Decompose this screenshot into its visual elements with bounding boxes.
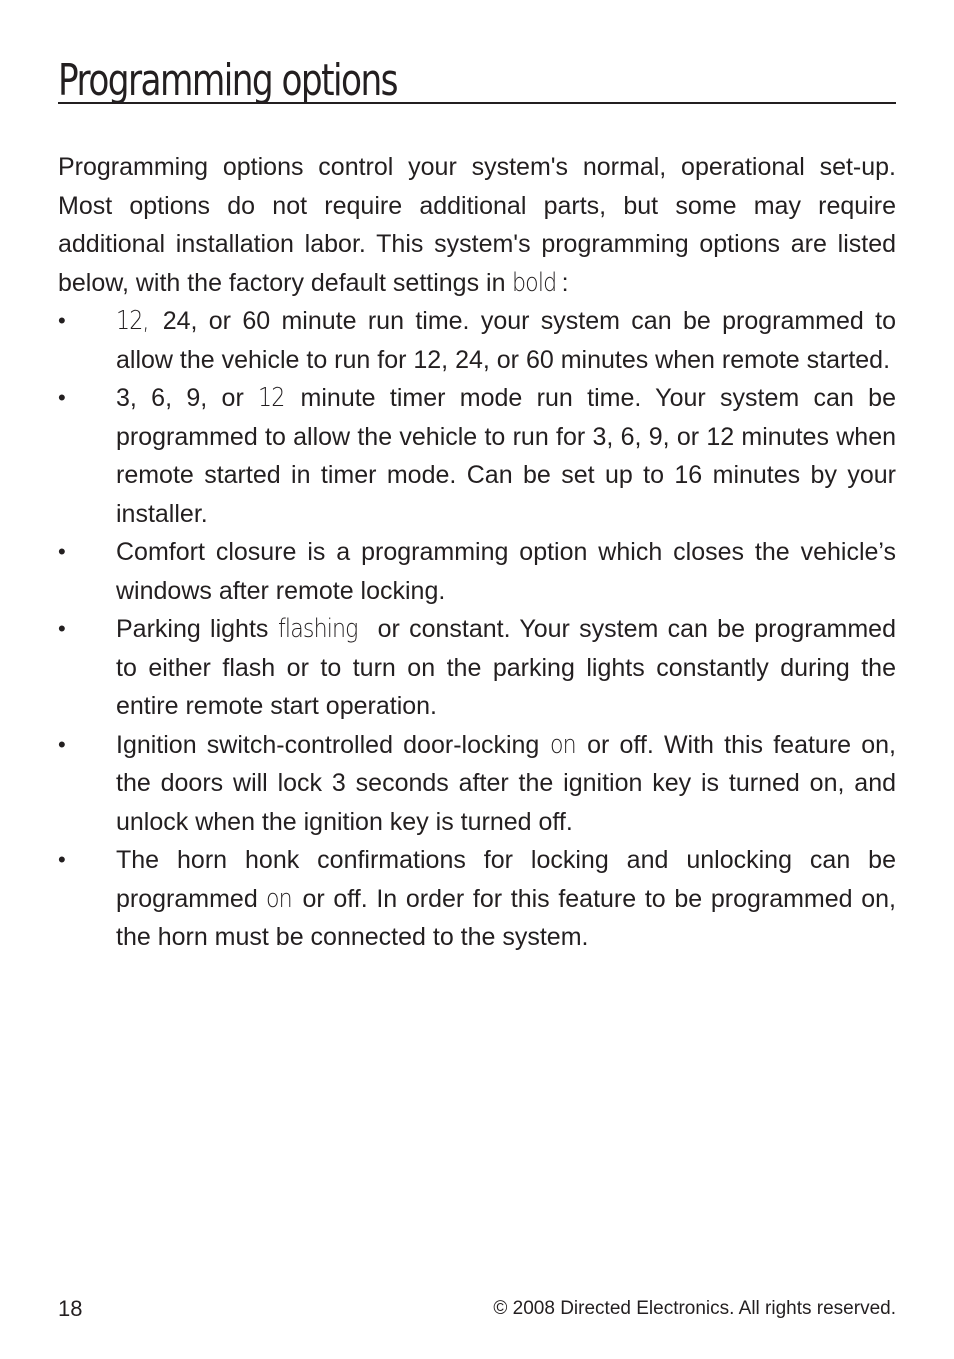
option-prefix: Parking lights (116, 615, 278, 643)
bullet-icon: • (58, 731, 66, 757)
intro-text: Programming options control your system's normal, operational set-up. Most options do not require additional parts, but some may require additional installation labor. This system's programming options are listed below, with the factory default settings in (58, 153, 896, 297)
list-item (58, 302, 896, 379)
bullet-icon: • (58, 308, 66, 333)
option-default: 12, (116, 306, 149, 336)
bullet-icon: • (58, 539, 66, 564)
list-item (58, 726, 896, 842)
page-title: Programming options (58, 55, 397, 106)
option-prefix: The horn honk confirmations for locking and unlocking can be programmed (116, 846, 896, 913)
page-number: 18 (58, 1296, 83, 1321)
option-text: or off. With this feature on, the doors will lock 3 seconds after the ignition key is turned on, and unlock when the ignition key is turned off. (116, 730, 896, 836)
options-list (58, 302, 896, 957)
intro-highlight: bold (512, 267, 557, 298)
list-item (58, 533, 896, 610)
list-item (58, 610, 896, 726)
option-prefix: Ignition switch-controlled door-locking (116, 730, 550, 759)
option-default: flashing (277, 614, 358, 644)
option-prefix: 3, 6, 9, or (116, 384, 259, 412)
document-page (58, 0, 896, 1359)
intro-paragraph (58, 148, 896, 302)
intro-suffix: : (561, 268, 569, 297)
bullet-icon: • (58, 847, 66, 872)
option-prefix: Comfort closure is a programming option which closes the vehicle’s windows after remote locking. (116, 538, 896, 605)
option-text: or constant. Your system can be programmed to either flash or to turn on the parking lights constantly during the entire remote start operation. (116, 615, 896, 720)
list-item (58, 841, 896, 957)
option-default: 12 (258, 383, 285, 413)
bullet-icon: • (58, 385, 66, 410)
title-rule (58, 52, 896, 104)
option-text: minute timer mode run time. Your system can be programmed to allow the vehicle to run for 3, 6, 9, or 12 minutes when remote started in timer mode. Can be set up to 16 minutes by your installer. (116, 384, 896, 528)
option-default: on (266, 883, 293, 914)
option-text: 24, or 60 minute run time. your system can be programmed to allow the vehicle to run for 12, 24, or 60 minutes when remote started. (116, 307, 896, 374)
body-text (58, 148, 896, 957)
copyright-notice: © 2008 Directed Electronics. All rights reserved. (493, 1298, 896, 1319)
list-item (58, 379, 896, 533)
bullet-icon: • (58, 616, 66, 641)
option-default: on (549, 729, 576, 760)
option-text: or off. In order for this feature to be programmed on, the horn must be connected to the system. (116, 884, 896, 951)
